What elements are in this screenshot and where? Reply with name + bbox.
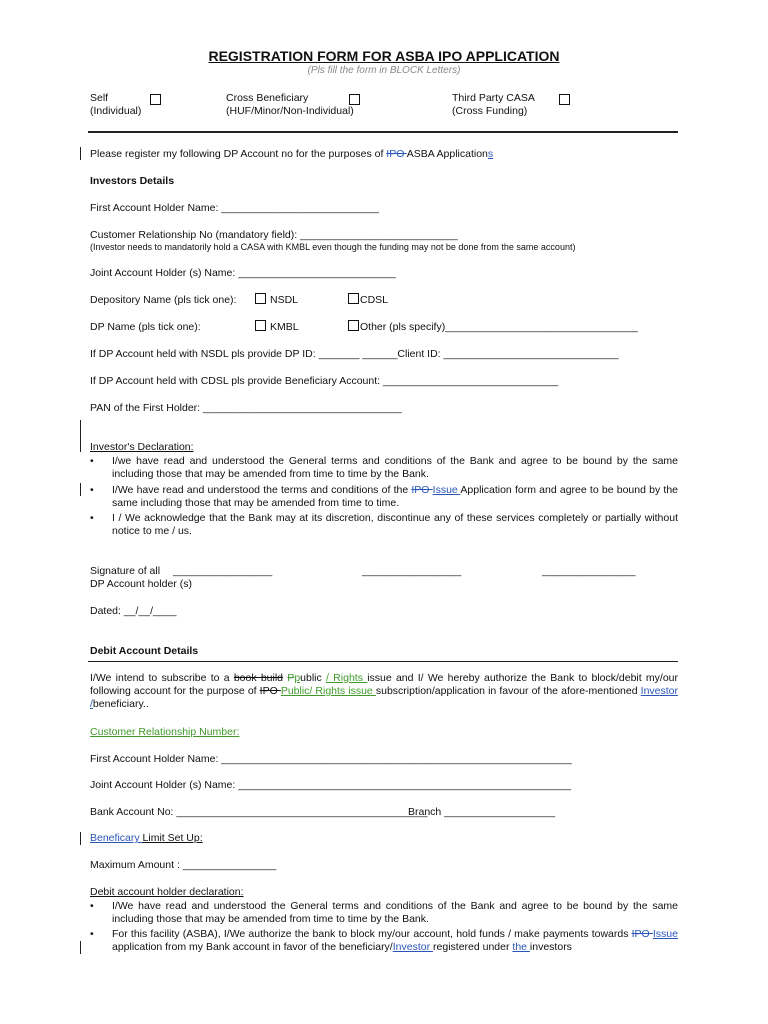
page-subtitle: (Pls fill the form in BLOCK Letters) xyxy=(307,65,461,76)
debit-text-d: issue and I/ We hereby authorize the Bank to block/debit my/our following account for the purpose of xyxy=(90,672,679,697)
debit-investor-inserted: Investor / xyxy=(90,685,679,710)
branch-field[interactable]: Branch ___________________ xyxy=(408,806,556,818)
debit-heading: Debit Account Details xyxy=(90,645,199,657)
change-bar xyxy=(80,420,81,452)
third-party-label: Third Party CASA xyxy=(452,92,535,104)
cross-beneficiary-sublabel: (HUF/Minor/Non-Individual) xyxy=(226,105,354,117)
b2-issue-inserted: Issue xyxy=(432,484,461,496)
debit-text-e: subscription/application in favour of the afore-mentioned xyxy=(375,685,641,697)
dd-investor-inserted: Investor xyxy=(392,941,434,953)
dd-b2-c: registered under xyxy=(433,941,513,953)
cross-beneficiary-checkbox[interactable] xyxy=(349,94,360,105)
debit-ipo-deleted: IPO xyxy=(259,685,281,697)
debit-publicrights-inserted: Public/ Rights issue xyxy=(280,685,376,697)
third-party-checkbox[interactable] xyxy=(559,94,570,105)
self-label: Self xyxy=(90,92,109,104)
bullet: • xyxy=(90,484,94,496)
declaration-bullet-1: I/we have read and understood the General terms and conditions of the Bank and agree to be bound by the same including those that may be amended from time to time by the Bank. xyxy=(112,455,678,480)
signature-line-2[interactable]: _________________ xyxy=(362,565,462,577)
other-dp-checkbox[interactable] xyxy=(348,320,359,331)
nsdl-checkbox[interactable] xyxy=(255,293,266,304)
third-party-sublabel: (Cross Funding) xyxy=(452,105,528,117)
declaration-heading: Investor's Declaration: xyxy=(90,441,194,453)
dd-ipo-deleted: IPO xyxy=(631,928,653,940)
dd-b2-d: investors xyxy=(529,941,572,953)
joint-holder-field[interactable]: Joint Account Holder (s) Name: ___________________________ xyxy=(90,267,396,279)
nsdl-label: NSDL xyxy=(270,294,299,306)
debit-text-a: I/We intend to subscribe to a xyxy=(90,672,234,684)
cdsl-label: CDSL xyxy=(360,294,389,306)
declaration-bullet-3: I / We acknowledge that the Bank may at its discretion, discontinue any of these services completely or partially without notice to me / us. xyxy=(112,512,678,537)
pan-field[interactable]: PAN of the First Holder: __________________________________ xyxy=(90,402,402,414)
intro-line xyxy=(90,148,493,160)
bullet: • xyxy=(90,455,94,467)
declaration-bullet-2 xyxy=(112,484,678,510)
crn-field[interactable]: Customer Relationship No (mandatory field): ___________________________ xyxy=(90,229,458,241)
bullet: • xyxy=(90,900,94,912)
debit-text-c: ublic xyxy=(300,672,327,684)
intro-asba: ASBA Application xyxy=(406,148,488,160)
limit-setup-label xyxy=(90,832,203,844)
dp-name-label: DP Name (pls tick one): xyxy=(90,321,201,333)
self-checkbox[interactable] xyxy=(150,94,161,105)
signature-label: Signature of all xyxy=(90,565,161,577)
bullet: • xyxy=(90,928,94,940)
debit-p-inserted: p xyxy=(294,672,301,684)
signature-line-1[interactable]: _________________ xyxy=(173,565,273,577)
debit-bookbuild-deleted: book build xyxy=(233,672,284,684)
beneficary-inserted: Beneficary xyxy=(90,832,143,844)
section-divider xyxy=(88,131,678,133)
debit-crn-label: Customer Relationship Number: xyxy=(90,726,240,738)
other-dp-field[interactable]: Other (pls specify)_________________________________ xyxy=(360,321,638,333)
dd-the-inserted: the xyxy=(512,941,530,953)
debit-divider xyxy=(88,661,678,662)
intro-ipo-deleted: IPO xyxy=(386,148,407,160)
crn-note: (Investor needs to mandatorily hold a CASA with KMBL even though the funding may not be done from the same account) xyxy=(90,242,576,252)
debit-P-deleted: P xyxy=(287,672,295,684)
bank-account-field[interactable]: Bank Account No: ___________________________________________ xyxy=(90,806,428,818)
change-bar xyxy=(80,941,81,954)
first-holder-field[interactable]: First Account Holder Name: ___________________________ xyxy=(90,202,379,214)
debit-declaration-bullet-1: I/We have read and understood the General terms and conditions of the Bank and agree to be bound by the same including those that may be amended from time to time by the Bank. xyxy=(112,900,678,925)
nsdl-ids-field[interactable]: If DP Account held with NSDL pls provide DP ID: _______ ______Client ID: ______________________________ xyxy=(90,348,619,360)
debit-paragraph xyxy=(90,672,678,711)
change-bar xyxy=(80,832,81,845)
dd-b2-a: For this facility (ASBA), I/We authorize the bank to block my/our account, hold funds / make payments towards xyxy=(112,928,632,940)
bullet: • xyxy=(90,512,94,524)
investors-heading: Investors Details xyxy=(90,175,175,187)
dd-issue-inserted: Issue xyxy=(652,928,678,940)
change-bar xyxy=(80,483,81,496)
debit-declaration-bullet-2 xyxy=(112,928,678,954)
debit-declaration-heading: Debit account holder declaration: xyxy=(90,886,244,898)
signature-sublabel: DP Account holder (s) xyxy=(90,578,192,590)
debit-first-holder-field[interactable]: First Account Holder Name: ____________________________________________________________ xyxy=(90,753,572,765)
page-title: REGISTRATION FORM FOR ASBA IPO APPLICATION xyxy=(208,48,560,64)
max-amount-field[interactable]: Maximum Amount : ________________ xyxy=(90,859,277,871)
dated-field[interactable]: Dated: __/__/____ xyxy=(90,605,177,617)
kmbl-label: KMBL xyxy=(270,321,299,333)
cdsl-account-field[interactable]: If DP Account held with CDSL pls provide Beneficiary Account: ______________________________ xyxy=(90,375,559,387)
debit-rights-inserted: / Rights xyxy=(326,672,368,684)
debit-joint-holder-field[interactable]: Joint Account Holder (s) Name: _________________________________________________________ xyxy=(90,779,572,791)
kmbl-checkbox[interactable] xyxy=(255,320,266,331)
debit-text-f: beneficiary.. xyxy=(92,698,149,710)
intro-s-inserted: s xyxy=(487,148,494,160)
limit-setup-text: Limit Set Up: xyxy=(142,832,203,844)
cross-beneficiary-label: Cross Beneficiary xyxy=(226,92,309,104)
dd-b2-b: application from my Bank account in favor of the beneficiary/ xyxy=(112,941,393,953)
intro-text: Please register my following DP Account no for the purposes of xyxy=(90,148,387,160)
b2-text: I/We have read and understood the terms and conditions of the xyxy=(112,484,412,496)
cdsl-checkbox[interactable] xyxy=(348,293,359,304)
signature-line-3[interactable]: ________________ xyxy=(542,565,636,577)
b2-text-rest: Application form and agree to be bound by the same including those that may be amended from time to time. xyxy=(112,484,679,509)
self-sublabel: (Individual) xyxy=(90,105,142,117)
b2-ipo-deleted: IPO xyxy=(411,484,433,496)
depository-label: Depository Name (pls tick one): xyxy=(90,294,237,306)
change-bar xyxy=(80,147,81,160)
